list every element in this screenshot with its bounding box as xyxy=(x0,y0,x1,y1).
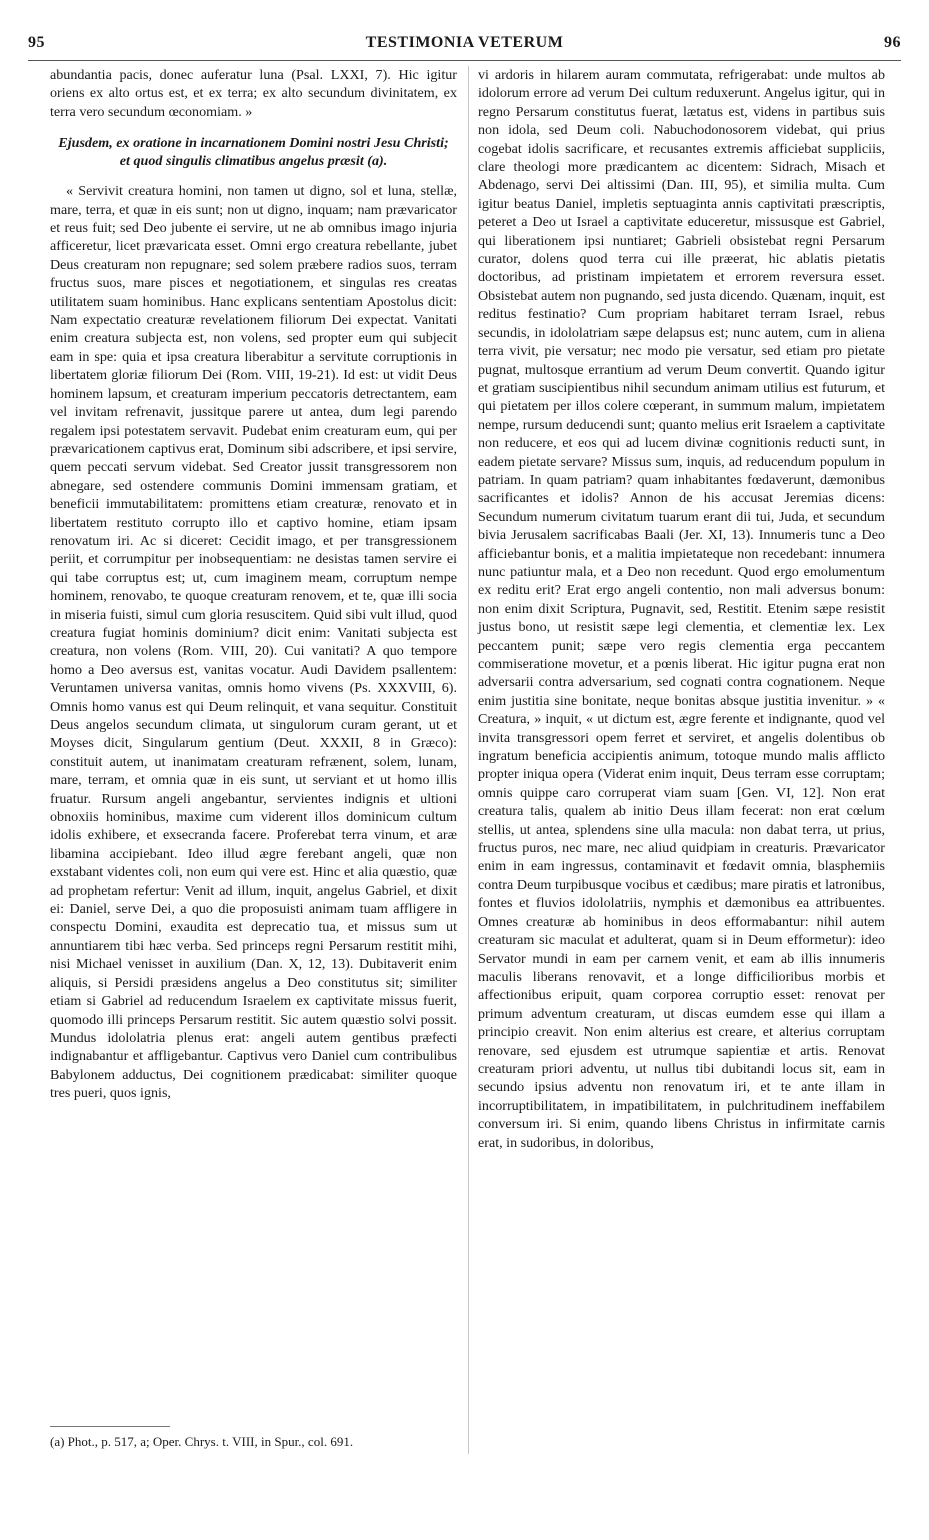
page-number-left: 95 xyxy=(28,34,45,51)
section-heading: Ejusdem, ex oratione in incarnationem Domini nostri Jesu Christi; et quod singulis climatibus angelus præsit (a). xyxy=(58,135,449,169)
page-number-right: 96 xyxy=(884,34,901,51)
left-column xyxy=(50,66,457,1103)
column-divider xyxy=(468,66,469,1454)
right-column xyxy=(478,66,885,1152)
footnote-rule xyxy=(50,1426,170,1427)
footnote: (a) Phot., p. 517, a; Oper. Chrys. t. VIII, in Spur., col. 691. xyxy=(50,1434,354,1449)
left-paragraph-2: « Servivit creatura homini, non tamen ut digno, sol et luna, stellæ, mare, terra, et quæ in eis sunt; non ut digno, inquam; nam prævaricator et reus fuit; sed Deo jubente ei servire, ut ne ab omnibus imago injuria afficeretur, licet prævaricata esset. Omni ergo creatura rebellante, jubet Deus creaturam non repugnare; sed solem præbere radios suos, terram fructus suos, mare pisces et negotiationem, et singulas res creatas utilitatem suam hominibus. Hanc explicans sententiam Apostolus dicit: Nam expectatio creaturæ revelationem filiorum Dei expectat. Vanitati enim creatura subjecta est, non volens, sed propter eum qui subjecit eam in spe: quia et ipsa creatura liberabitur a servitute corruptionis in libertatem gloriæ filiorum Dei (Rom. VIII, 19-21). Id est: ut vidit Deus hominem lapsum, et creaturam imperium peccatoris detrectantem, eam vel invitam refrenavit, jussitque parere ut antea, dum legi parendo regalem ipsi potestatem servavit. Pudebat enim creaturam eum, qui per prævaricationem captivus erat, Dominum sibi adscribere, et ipsi servire, quem peccati servum videbat. Sed Creator jussit transgressorem non abnegare, sed ostendere communis Domini immensam gratiam, et beneficii immutabilitatem: promittens etiam creaturæ, renovato et in libertatem restituto corrupto illo et captivo homine, etiam ipsam renovatum iri. Ac si diceret: Cecidit imago, et per transgressionem periit, et corrumpitur per inobsequentiam: ne desistas tamen servire ei qui tabe corruptus est; ut, cum imaginem meam, corruptum nempe hominem, renovabo, te quoque creaturam renovem, et te, quæ illi socia in miseria fuisti, simul cum gloria resuscitem. Quid sibi vult illud, quod creatura fugiat hominis dominium? dicit enim: Vanitati subjecta est creatura, non volens (Rom. VIII, 20). Cui vanitati? A quo tempore homo a Deo aversus est, vanitas vocatur. Audi Davidem psallentem: Veruntamen universa vanitas, omnis homo vivens (Ps. XXXVIII, 6). Omnis homo vanus est qui Deum relinquit, et vana sequitur. Constituit Deus angelos secundum climata, ut singulorum curam gerant, ut et Moyses dicit, Singularum gentium (Deut. XXXII, 8 in Græco): constituit autem, ut inanimatam creaturam refrænent, solem, lunam, mare, terram, et omnia quæ in eis sunt, ut serviant et ut homo illis fruatur. Rursum angeli angebantur, servientes indignis et ultioni obnoxiis hominibus, maxime cum viderent illos dominicum cultum idolis exhibere, et exsecranda facere. Proferebat terra vinum, et aræ libamina accipiebant. Ideo illud ægre ferebant angeli, quæ non exstabant videntes coli, non eum qui vere est. Hinc et alia quæstio, quæ ad prophetam refertur: Venit ad illum, inquit, angelus Gabriel, et dixit ei: Daniel, serve Dei, a quo die proposuisti animam tuam affligere in conspectu Domini, exaudita est deprecatio tua, et missus sum ut annuntiarem tibi hæc verba. Sed princeps regni Persarum restitit mihi, nisi Michael venisset in auxilium (Dan. X, 12, 13). Dubitaverit enim aliquis, si Persidi præsidens angelus a Deo constitutus sit; similiter etiam si Gabriel ad reducendum Israelem ex captivitate missus fuerit, quomodo illi princeps Persarum restitit. Sic autem quæstio solvi possit. Mundus idololatria plenus erat: angeli autem gentibus præfecti indignabantur et affligebantur. Captivus vero Daniel cum contribulibus Babylonem adductus, Dei cognitionem prædicabat: similiter quoque tres pueri, quos ignis, xyxy=(50,183,457,1102)
left-paragraph-1: abundantia pacis, donec auferatur luna (Psal. LXXI, 7). Hic igitur oriens ex alto ortus est, et ex terra; ex alto secundum divinitatem, ex terra vero secundum œconomiam. » xyxy=(50,67,457,120)
running-title: TESTIMONIA VETERUM xyxy=(365,34,564,51)
header-rule xyxy=(28,60,901,61)
running-header xyxy=(28,34,901,54)
right-paragraph-1: vi ardoris in hilarem auram commutata, refrigerabat: unde multos ab idolorum errore ad verum Dei cultum reduxerunt. Angelus igitur, qui in regno Persarum constitutus fuerat, lætatus est, videns in partibus suis non idola, sed Deum coli. Nabuchodonosorem videbat, qui prius cogebat idolis sacrificare, et recusantes extremis afficiebat suppliciis, clare theologi more prædicantem ac dicentem: Sidrach, Misach et Abdenago, servi Dei altissimi (Dan. III, 95), et similia multa. Cum igitur beatus Daniel, impletis septuaginta annis captivitati præscriptis, peteret a Deo ut Israel a captivitate educeretur, missusque est Gabriel, qui liberationem ipsi nuntiaret; Gabrieli obsistebat regni Persarum curator, dolens quod terra cui ille præerat, hic ablatis pietatis doctoribus, ad pristinam impietatem et errorem reversura esset. Obsistebat autem non pugnando, sed justa dicendo. Quænam, inquit, est reditus festinatio? Cum propriam habitaret terram Israel, rebus secundis, in idololatriam sæpe delapsus est; nunc autem, cum in aliena terra vivit, pie versatur; nec modo pie versatur, sed etiam pro pietate pugnat, multosque errantium ad verum Deum convertit. Quando igitur et gratiam suscipientibus nihil secundum animam utilius est futurum, et qui pietatem per illos colere cœperant, in summum malum, impietatem nempe, rursum deducendi sunt; quanto melius erit Israelem a captivitate non reducere, et eos qui ad lucem divinæ cognitionis reducti sunt, in eadem pietate servare? Missus sum, inquis, ad reducendum populum in patriam. In quam patriam? quam inhabitantes fœdaverunt, dæmonibus sacrificantes et idolis? Annon de his accusat Jeremias dicens: Secundum numerum civitatum tuarum erant dii tui, Juda, et secundum bivia Jerusalem sacrificabas Baali (Jer. XI, 13). Innumeris tunc a Deo afficiebantur bonis, et a malitia impietateque non recedebant: innumera nunc patiuntur mala, et a Deo non recedunt. Quod ergo emolumentum ex reditu erit? Erat ergo angeli contentio, non mali adversus bonum: non enim dixit Scriptura, Pugnavit, sed, Restitit. Etenim sæpe resistit justus bono, ut resistit sæpe legi clementia, et clementiæ lex. Lex peccantem punit; sæpe vero regis clementia erga peccantem commiseratione movetur, et a pœnis liberat. Hic igitur pugna erat non adversarii contra adversarium, sed cognati contra cognationem. Neque enim justitia sine bonitate, neque bonitas absque justitia invenitur. » « Creatura, » inquit, « ut dictum est, ægre ferente et indignante, quod vel invita transgressori opem ferret et serviret, et angelis dolentibus ob ingratum beneficia accipientis animum, totoque mundo malis afflicto propter iniqua opera (Viderat enim inquit, Deus terram esse corruptam; omnis quippe caro corruperat viam suam [Gen. VI, 12]. Non erat creatura talis, qualem ab initio Deus illam fecerat: non erat cœlum stellis, ut antea, splendens sine ulla macula: non dabat terra, ut prius, fructus puros, nec mare, nec aliud quidpiam in creaturis. Prævaricator enim in eam ingressus, contaminavit et fœdavit omnia, blasphemiis contra Deum turpibusque vocibus et cædibus; mare piratis et latronibus, fontes et fluvios idololatriis, nymphis et dæmonibus ea attribuentes. Omnes creaturæ ab hominibus in deos efformabantur: nihil autem creaturam sic maculat et adulterat, quam si in Deum efformetur): ideo Servator mundi in eam per carnem venit, et eam ab illis innumeris maculis liberans renovavit, et a longe difficilioribus morbis et affectionibus eripuit, quam corporea corruptio esset: renovat per primum adventum creaturam, ut discas eumdem esse qui illam a principio creavit. Non enim alterius est creare, et alterius corruptam renovare, sed ejusdem est utrumque sapientiæ et artis. Renovat creaturam priori adventu, ut nullus tibi dubitandi locus sit, eam in secundo ipsius adventu non renovatum iri, et te ante illam in incorruptibilitatem, in impatibilitatem, in pulchritudinem ineffabilem conversum iri. Si enim, quando libens Christus in infirmitate carnis erat, in sudoribus, in doloribus, xyxy=(478,67,885,1151)
